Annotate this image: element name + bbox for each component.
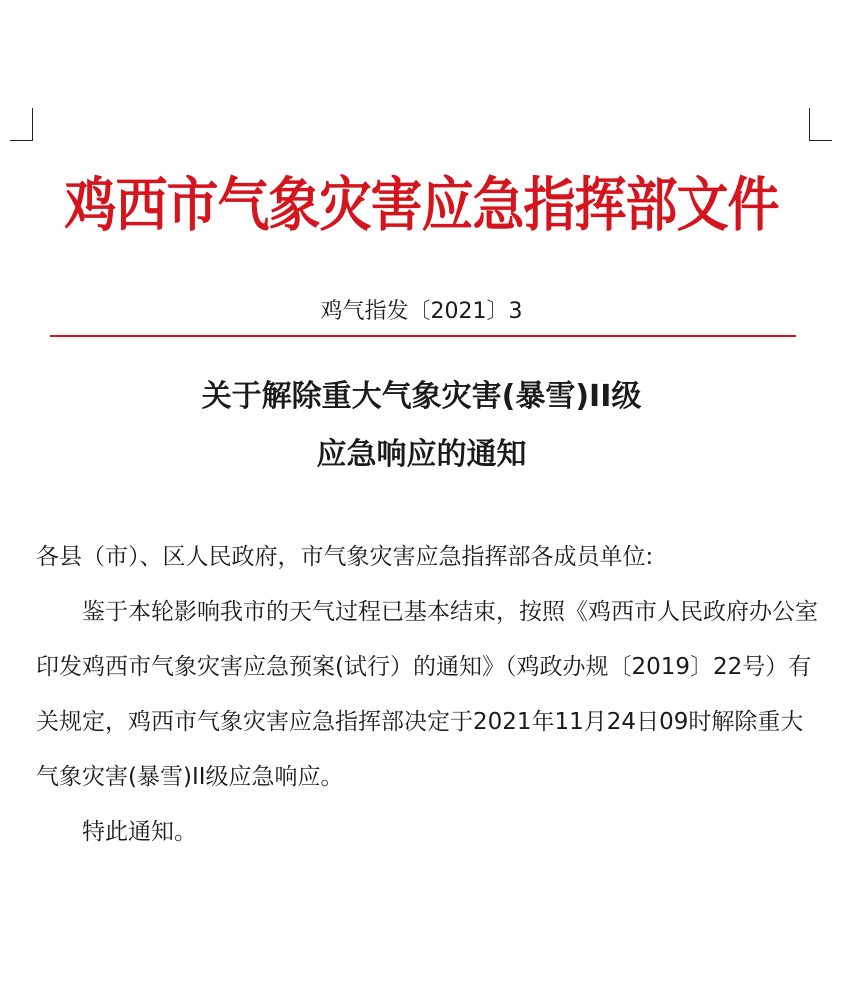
crop-mark-top-left bbox=[10, 108, 33, 141]
body-paragraph: 鉴于本轮影响我市的天气过程已基本结束，按照《鸡西市人民政府办公室印发鸡西市气象灾害应急预案(试行）的通知》（鸡政办规〔2019〕22号）有关规定，鸡西市气象灾害应急指挥部决定于2021年11月24日09时解除重大气象灾害(暴雪)II级应急响应。 bbox=[36, 599, 818, 790]
title-line-1: 关于解除重大气象灾害(暴雪)II级 bbox=[201, 379, 642, 414]
closing-line: 特此通知。 bbox=[82, 819, 197, 845]
document-title bbox=[0, 368, 843, 484]
crop-mark-top-right bbox=[809, 108, 832, 141]
document-body bbox=[36, 530, 821, 860]
document-number-text: 鸡气指发〔2021〕3 bbox=[320, 299, 523, 324]
document-number bbox=[0, 294, 843, 330]
document-masthead: 鸡西市气象灾害应急指挥部文件 bbox=[64, 172, 779, 240]
salutation: 各县（市）、区人民政府，市气象灾害应急指挥部各成员单位: bbox=[36, 544, 654, 570]
title-line-2: 应急响应的通知 bbox=[316, 437, 527, 472]
red-separator-line bbox=[50, 335, 796, 337]
